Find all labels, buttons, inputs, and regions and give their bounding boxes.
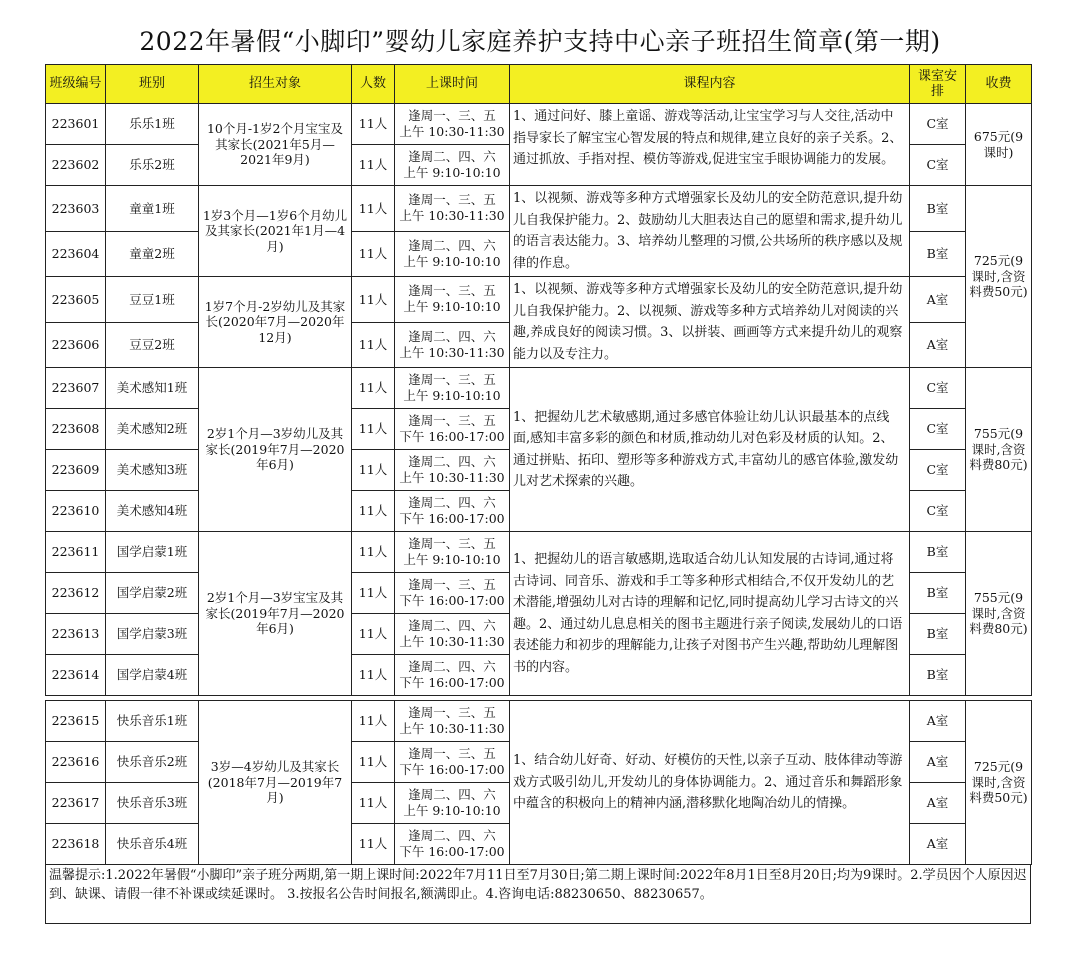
class-id: 223602	[46, 145, 106, 186]
room-cell: A室	[910, 701, 966, 742]
table-row	[46, 104, 1032, 145]
time-cell	[395, 409, 510, 450]
room-cell: C室	[910, 145, 966, 186]
count-cell: 11人	[352, 824, 395, 865]
time-hours: 上午 10:30-11:30	[399, 721, 505, 736]
class-id: 223617	[46, 783, 106, 824]
class-id: 223614	[46, 655, 106, 696]
time-cell	[395, 532, 510, 573]
room-cell: C室	[910, 491, 966, 532]
time-days: 逢周一、三、五	[408, 577, 496, 592]
table-row	[46, 186, 1032, 232]
time-cell	[395, 322, 510, 368]
count-cell: 11人	[352, 231, 395, 277]
class-id: 223611	[46, 532, 106, 573]
time-hours: 上午 9:10-10:10	[403, 253, 501, 269]
time-cell	[395, 145, 510, 186]
time-cell	[395, 186, 510, 232]
time-days: 逢周二、四、六	[408, 659, 496, 674]
class-id: 223615	[46, 701, 106, 742]
time-days: 逢周一、三、五	[408, 108, 496, 123]
time-hours: 上午 9:10-10:10	[403, 552, 501, 567]
count-cell: 11人	[352, 186, 395, 232]
count-cell: 11人	[352, 104, 395, 145]
target-cell: 1岁7个月-2岁幼儿及其家长(2020年7月—2020年12月)	[199, 277, 352, 368]
time-hours: 下午 16:00-17:00	[399, 762, 505, 777]
time-hours: 上午 10:30-11:30	[399, 124, 505, 139]
time-hours: 下午 16:00-17:00	[399, 593, 505, 608]
time-days: 逢周一、三、五	[408, 283, 496, 299]
class-name: 乐乐2班	[106, 145, 199, 186]
target-cell: 2岁1个月—3岁幼儿及其家长(2019年7月—2020年6月)	[199, 368, 352, 532]
time-cell	[395, 450, 510, 491]
target-cell: 1岁3个月—1岁6个月幼儿及其家长(2021年1月—4月)	[199, 186, 352, 277]
time-cell	[395, 742, 510, 783]
count-cell: 11人	[352, 368, 395, 409]
header-time: 上课时间	[395, 65, 510, 104]
class-name: 豆豆2班	[106, 322, 199, 368]
fee-cell: 725元(9课时,含资料费50元)	[966, 186, 1032, 368]
header-class-id: 班级编号	[46, 65, 106, 104]
time-cell	[395, 824, 510, 865]
time-cell	[395, 783, 510, 824]
table-row	[46, 277, 1032, 323]
class-id: 223601	[46, 104, 106, 145]
fee-cell: 755元(9课时,含资料费80元)	[966, 532, 1032, 696]
time-hours: 下午 16:00-17:00	[399, 675, 505, 690]
table-row	[46, 368, 1032, 409]
target-cell: 2岁1个月—3岁宝宝及其家长(2019年7月—2020年6月)	[199, 532, 352, 696]
header-count: 人数	[352, 65, 395, 104]
class-name: 童童1班	[106, 186, 199, 232]
count-cell: 11人	[352, 701, 395, 742]
class-name: 快乐音乐1班	[106, 701, 199, 742]
room-cell: C室	[910, 450, 966, 491]
time-hours: 下午 16:00-17:00	[399, 429, 505, 444]
class-name: 童童2班	[106, 231, 199, 277]
room-cell: C室	[910, 409, 966, 450]
count-cell: 11人	[352, 409, 395, 450]
time-days: 逢周一、三、五	[408, 413, 496, 428]
class-name: 国学启蒙3班	[106, 614, 199, 655]
class-id: 223613	[46, 614, 106, 655]
count-cell: 11人	[352, 277, 395, 323]
time-days: 逢周二、四、六	[408, 328, 496, 344]
time-days: 逢周一、三、五	[408, 536, 496, 551]
time-hours: 上午 10:30-11:30	[399, 470, 505, 485]
time-days: 逢周二、四、六	[408, 787, 496, 802]
time-hours: 上午 10:30-11:30	[399, 344, 505, 360]
header-class-name: 班别	[106, 65, 199, 104]
footer-notice: 温馨提示:1.2022年暑假“小脚印”亲子班分两期,第一期上课时间:2022年7月11日至7月30日;第二期上课时间:2022年8月1日至8月20日;均为9课时。2.学员因个人原因迟到、缺课、请假一律不补课或续延课时。 3.按报名公告时间报名,额满即止。4.咨询电话:88230650、88230657。	[45, 864, 1031, 924]
target-cell: 3岁—4岁幼儿及其家长(2018年7月—2019年7月)	[199, 701, 352, 865]
room-cell: A室	[910, 824, 966, 865]
time-days: 逢周一、三、五	[408, 372, 496, 387]
header-target: 招生对象	[199, 65, 352, 104]
time-hours: 上午 10:30-11:30	[399, 634, 505, 649]
room-cell: A室	[910, 742, 966, 783]
class-name: 美术感知2班	[106, 409, 199, 450]
class-name: 国学启蒙2班	[106, 573, 199, 614]
time-cell	[395, 277, 510, 323]
time-cell	[395, 701, 510, 742]
room-cell: A室	[910, 783, 966, 824]
count-cell: 11人	[352, 145, 395, 186]
time-hours: 上午 9:10-10:10	[403, 388, 501, 403]
fee-cell: 725元(9课时,含资料费50元)	[966, 701, 1032, 865]
class-id: 223605	[46, 277, 106, 323]
room-cell: C室	[910, 104, 966, 145]
header-fee: 收费	[966, 65, 1032, 104]
time-hours: 上午 9:10-10:10	[403, 299, 501, 315]
room-cell: A室	[910, 277, 966, 323]
content-cell: 1、结合幼儿好奇、好动、好模仿的天性,以亲子互动、肢体律动等游戏方式吸引幼儿,开发幼儿的身体协调能力。2、通过音乐和舞蹈形象中蕴含的积极向上的精神内涵,潜移默化地陶冶幼儿的情操。	[510, 701, 910, 865]
count-cell: 11人	[352, 450, 395, 491]
room-cell: B室	[910, 532, 966, 573]
room-cell: B室	[910, 186, 966, 232]
count-cell: 11人	[352, 491, 395, 532]
time-cell	[395, 614, 510, 655]
time-days: 逢周一、三、五	[408, 746, 496, 761]
count-cell: 11人	[352, 655, 395, 696]
time-cell	[395, 655, 510, 696]
count-cell: 11人	[352, 614, 395, 655]
fee-cell: 675元(9课时)	[966, 104, 1032, 186]
content-cell: 1、把握幼儿的语言敏感期,选取适合幼儿认知发展的古诗词,通过将古诗词、同音乐、游戏和手工等多种形式相结合,不仅开发幼儿的艺术潜能,增强幼儿对古诗的理解和记忆,同时提高幼儿学习古诗文的兴趣。2、通过幼儿息息相关的图书主题进行亲子阅读,发展幼儿的口语表述能力和初步的理解能力,让孩子对图书产生兴趣,帮助幼儿理解图书的内容。	[510, 532, 910, 696]
time-hours: 上午 9:10-10:10	[403, 803, 501, 818]
class-id: 223609	[46, 450, 106, 491]
room-cell: B室	[910, 614, 966, 655]
count-cell: 11人	[352, 783, 395, 824]
room-cell: C室	[910, 368, 966, 409]
time-cell	[395, 573, 510, 614]
count-cell: 11人	[352, 742, 395, 783]
class-name: 乐乐1班	[106, 104, 199, 145]
room-cell: B室	[910, 573, 966, 614]
class-id: 223616	[46, 742, 106, 783]
class-name: 国学启蒙4班	[106, 655, 199, 696]
content-cell: 1、以视频、游戏等多种方式增强家长及幼儿的安全防范意识,提升幼儿自我保护能力。2、鼓励幼儿大胆表达自己的愿望和需求,提升幼儿的语言表达能力。3、培养幼儿整理的习惯,公共场所的秩序感以及规律的作息。	[510, 186, 910, 277]
target-cell: 10个月-1岁2个月宝宝及其家长(2021年5月—2021年9月)	[199, 104, 352, 186]
time-days: 逢周二、四、六	[408, 828, 496, 843]
fee-cell: 755元(9课时,含资料费80元)	[966, 368, 1032, 532]
class-name: 快乐音乐2班	[106, 742, 199, 783]
time-hours: 下午 16:00-17:00	[399, 844, 505, 859]
count-cell: 11人	[352, 532, 395, 573]
time-cell	[395, 104, 510, 145]
class-name: 快乐音乐3班	[106, 783, 199, 824]
room-cell: A室	[910, 322, 966, 368]
time-hours: 上午 10:30-11:30	[399, 208, 505, 224]
class-id: 223606	[46, 322, 106, 368]
time-days: 逢周二、四、六	[408, 454, 496, 469]
time-cell	[395, 491, 510, 532]
class-name: 美术感知3班	[106, 450, 199, 491]
count-cell: 11人	[352, 573, 395, 614]
class-id: 223612	[46, 573, 106, 614]
time-cell	[395, 231, 510, 277]
enrollment-table	[45, 64, 1032, 865]
time-days: 逢周二、四、六	[408, 237, 496, 253]
time-days: 逢周一、三、五	[408, 192, 496, 208]
time-days: 逢周一、三、五	[408, 705, 496, 720]
content-cell: 1、以视频、游戏等多种方式增强家长及幼儿的安全防范意识,提升幼儿自我保护能力。2、以视频、游戏等多种方式培养幼儿对阅读的兴趣,养成良好的阅读习惯。3、以拼装、画画等方式来提升幼儿的观察能力以及专注力。	[510, 277, 910, 368]
table-row	[46, 701, 1032, 742]
class-id: 223610	[46, 491, 106, 532]
time-cell	[395, 368, 510, 409]
class-id: 223608	[46, 409, 106, 450]
time-days: 逢周二、四、六	[408, 618, 496, 633]
count-cell: 11人	[352, 322, 395, 368]
class-id: 223603	[46, 186, 106, 232]
class-id: 223607	[46, 368, 106, 409]
content-cell: 1、通过问好、膝上童谣、游戏等活动,让宝宝学习与人交往,活动中指导家长了解宝宝心智发展的特点和规律,建立良好的亲子关系。2、通过抓放、手指对捏、模仿等游戏,促进宝宝手眼协调能力的发展。	[510, 104, 910, 186]
table-header-row	[46, 65, 1032, 104]
class-name: 快乐音乐4班	[106, 824, 199, 865]
time-days: 逢周二、四、六	[408, 495, 496, 510]
room-cell: B室	[910, 655, 966, 696]
header-content: 课程内容	[510, 65, 910, 104]
class-name: 豆豆1班	[106, 277, 199, 323]
time-days: 逢周二、四、六	[408, 149, 496, 164]
page-title: 2022年暑假“小脚印”婴幼儿家庭养护支持中心亲子班招生简章(第一期)	[139, 27, 941, 56]
class-name: 国学启蒙1班	[106, 532, 199, 573]
time-hours: 上午 9:10-10:10	[403, 165, 501, 180]
class-id: 223618	[46, 824, 106, 865]
class-name: 美术感知1班	[106, 368, 199, 409]
class-id: 223604	[46, 231, 106, 277]
time-hours: 下午 16:00-17:00	[399, 511, 505, 526]
class-name: 美术感知4班	[106, 491, 199, 532]
content-cell: 1、把握幼儿艺术敏感期,通过多感官体验让幼儿认识最基本的点线面,感知丰富多彩的颜色和材质,推动幼儿对色彩及材质的认知。2、通过拼贴、拓印、塑形等多种游戏方式,丰富幼儿的感官体验,激发幼儿对艺术探索的兴趣。	[510, 368, 910, 532]
room-cell: B室	[910, 231, 966, 277]
table-row	[46, 532, 1032, 573]
header-room: 课室安排	[910, 65, 966, 104]
